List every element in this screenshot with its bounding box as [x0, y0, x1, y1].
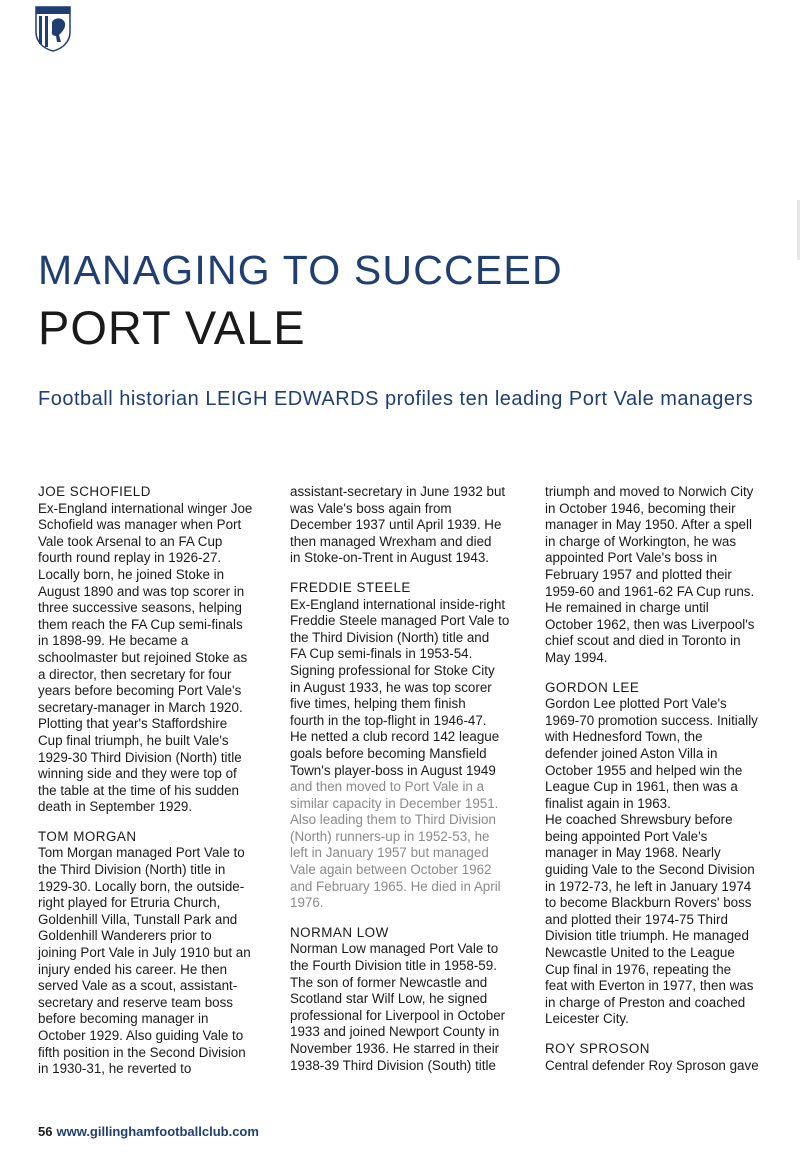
text-line: Goldenhill Villa, Tunstall Park and [38, 911, 238, 927]
paragraph-gap [545, 667, 785, 680]
text-line: February 1957 and plotted their [545, 566, 732, 582]
text-line: in charge of Preston and coached [545, 994, 746, 1010]
text-line: December 1937 until April 1939. He [290, 517, 502, 533]
text-line: 1959-60 and 1961-62 FA Cup runs. [545, 583, 755, 599]
club-title: PORT VALE [38, 301, 306, 354]
text-line: Goldenhill Wanderers prior to [38, 928, 212, 944]
article-column-1 [38, 484, 278, 1078]
text-line: October 1962, then was Liverpool's [545, 616, 755, 632]
text-line: assistant-secretary in June 1932 but [290, 484, 506, 499]
text-line: appointed Port Vale's boss in [545, 550, 718, 566]
text-line: The son of former Newcastle and [290, 974, 488, 990]
article-standfirst: Football historian LEIGH EDWARDS profiles ten leading Port Vale managers [38, 388, 754, 410]
text-line: Cup final in 1976, repeating the [545, 961, 732, 977]
text-line: Town's player-boss in August 1949 [290, 762, 496, 778]
text-line: 1969-70 promotion success. Initially [545, 712, 758, 728]
text-line: 1929-30 Third Division (North) title [38, 749, 242, 765]
page-footer [38, 1124, 259, 1139]
text-line: League Cup in 1961, then was a [545, 779, 738, 795]
text-line: November 1936. He starred in their [290, 1041, 500, 1056]
club-crest-logo [35, 6, 71, 52]
text-line: a director, then secretary for four [38, 666, 232, 682]
manager-heading: ROY SPROSON [545, 1041, 650, 1056]
text-line: in 1930-31, he reverted to [38, 1061, 192, 1077]
text-line: schoolmaster but rejoined Stoke as [38, 649, 248, 665]
text-line: in charge of Workington, he was [545, 533, 737, 549]
text-line: 1933 and joined Newport County in [290, 1024, 500, 1040]
text-line: October 1955 and helped win the [545, 762, 743, 778]
text-line: guiding Vale to the Second Division [545, 862, 755, 878]
series-title: MANAGING TO SUCCEED [38, 247, 563, 293]
manager-heading: GORDON LEE [545, 679, 640, 695]
text-line: August 1890 and was top scorer in [38, 583, 245, 599]
text-line: Vale took Arsenal to an FA Cup [38, 533, 223, 549]
text-line: He netted a club record 142 league [290, 729, 500, 745]
text-line: triumph and moved to Norwich City [545, 484, 754, 499]
text-line: Leicester City. [545, 1011, 629, 1027]
article-column-3 [545, 484, 785, 1074]
text-line: Signing professional for Stoke City [290, 662, 495, 678]
text-line: winning side and they were top of [38, 766, 237, 782]
text-line: Schofield was manager when Port [38, 517, 242, 533]
text-line: Gordon Lee plotted Port Vale's [545, 696, 727, 712]
text-line: Scotland star Wilf Low, he signed [290, 991, 488, 1007]
text-line: the Fourth Division title in 1958-59. [290, 958, 497, 974]
text-line: to become Blackburn Rovers' boss [545, 895, 752, 911]
text-line: He coached Shrewsbury before [545, 812, 733, 828]
text-line: the Third Division (North) title and [290, 629, 490, 645]
text-line: manager in May 1968. Nearly [545, 845, 721, 861]
text-line: fourth round replay in 1926-27. [38, 550, 222, 566]
text-line: Vale again between October 1962 [290, 862, 492, 878]
text-line: 1976. [290, 895, 324, 911]
text-line: in October 1946, becoming their [545, 500, 736, 516]
text-line: Ex-England international winger Joe [38, 500, 253, 516]
text-line: then managed Wrexham and died [290, 533, 492, 549]
text-line: in 1972-73, he left in January 1974 [545, 878, 752, 894]
text-line: FA Cup semi-finals in 1953-54. [290, 646, 473, 662]
text-line: May 1994. [545, 649, 608, 665]
text-line: the table at the time of his sudden [38, 782, 239, 798]
text-line: (North) runners-up in 1952-53, he [290, 828, 490, 844]
text-line: professional for Liverpool in October [290, 1007, 506, 1023]
text-line: injury ended his career. He then [38, 961, 228, 977]
manager-heading: NORMAN LOW [290, 924, 389, 940]
text-line: Ex-England international inside-right [290, 596, 506, 612]
text-line: 1938-39 Third Division (South) title [290, 1057, 496, 1073]
text-line: years before becoming Port Vale's [38, 683, 242, 699]
text-line: Division title triumph. He managed [545, 928, 749, 944]
text-line: October 1929. Also guiding Vale to [38, 1028, 244, 1043]
text-line: Cup final triumph, he built Vale's [38, 732, 229, 748]
text-line: death in September 1929. [38, 799, 193, 815]
text-line: three successive seasons, helping [38, 600, 242, 616]
text-line: in 1898-99. He became a [38, 633, 189, 649]
text-line: being appointed Port Vale's [545, 828, 708, 844]
paragraph-gap [38, 816, 278, 829]
text-line: in August 1933, he was top scorer [290, 679, 492, 695]
text-line: secretary and reserve team boss [38, 994, 233, 1010]
text-line: and February 1965. He died in April [290, 878, 501, 894]
text-line: secretary-manager in March 1920. [38, 699, 243, 715]
text-line: manager in May 1950. After a spell [545, 517, 752, 533]
paragraph-gap [290, 567, 530, 580]
text-line: fourth in the top-flight in 1946-47. [290, 712, 487, 728]
footer-url: www.gillinghamfootballclub.com [56, 1124, 259, 1139]
text-line: in Stoke-on-Trent in August 1943. [290, 550, 489, 566]
manager-heading: JOE SCHOFIELD [38, 484, 151, 499]
text-line: goals before becoming Mansfield [290, 745, 487, 761]
text-line: 1929-30. Locally born, the outside- [38, 878, 245, 894]
text-line: finalist again in 1963. [545, 795, 671, 811]
text-line: Newcastle United to the League [545, 945, 735, 961]
text-line: Locally born, he joined Stoke in [38, 566, 225, 582]
text-line: chief scout and died in Toronto in [545, 633, 741, 649]
text-line: fifth position in the Second Division [38, 1044, 246, 1060]
text-line: with Hednesford Town, the [545, 729, 703, 745]
text-line: and then moved to Port Vale in a [290, 779, 485, 795]
text-line: Tom Morgan managed Port Vale to [38, 845, 245, 861]
text-line: and plotted their 1974-75 Third [545, 911, 728, 927]
manager-heading: FREDDIE STEELE [290, 579, 411, 595]
text-line: was Vale's boss again from [290, 500, 452, 516]
text-line: right played for Etruria Church, [38, 895, 221, 911]
paragraph-gap [290, 912, 530, 925]
text-line: Norman Low managed Port Vale to [290, 941, 499, 957]
text-line: Central defender Roy Sproson gave [545, 1057, 759, 1073]
text-line: before becoming manager in [38, 1011, 209, 1027]
text-line: similar capacity in December 1951. [290, 795, 499, 811]
text-line: feat with Everton in 1977, then was [545, 978, 754, 994]
text-line: joining Port Vale in July 1910 but an [38, 945, 251, 961]
text-line: Also leading them to Third Division [290, 812, 496, 828]
crest-shield-icon [35, 6, 71, 52]
text-line: Freddie Steele managed Port Vale to [290, 613, 510, 629]
text-line: the Third Division (North) title in [38, 862, 226, 878]
page-number: 56 [38, 1124, 53, 1139]
text-line: He remained in charge until [545, 600, 709, 616]
article-column-2 [290, 484, 530, 1074]
text-line: left in January 1957 but managed [290, 845, 489, 861]
text-line: defender joined Aston Villa in [545, 745, 718, 761]
text-line: Plotting that year's Staffordshire [38, 716, 228, 732]
manager-heading: TOM MORGAN [38, 828, 137, 844]
text-line: served Vale as a scout, assistant- [38, 978, 238, 994]
text-line: them reach the FA Cup semi-finals [38, 616, 243, 632]
text-line: five times, helping them finish [290, 696, 466, 712]
paragraph-gap [545, 1028, 785, 1041]
